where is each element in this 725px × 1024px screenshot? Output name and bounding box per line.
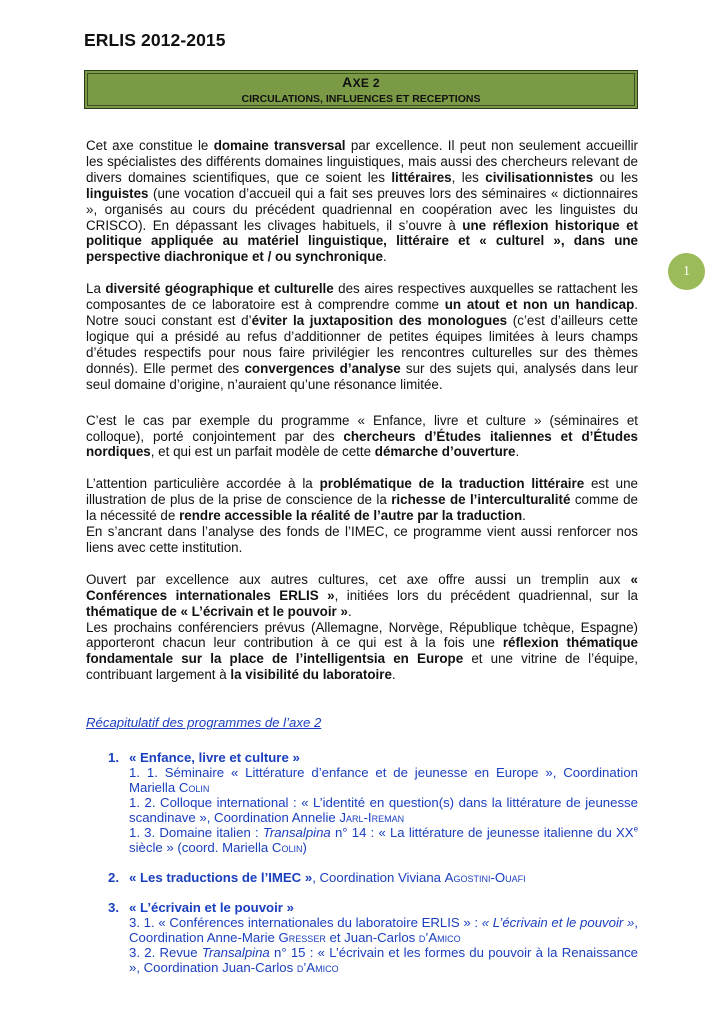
programme-subitem: 1. 2. Colloque international : « L’identité en question(s) dans la littérature de jeunesse scandinave », Coordination Annelie Jarl-Ireman [129, 795, 638, 826]
axe-title-rest: XE 2 [352, 76, 380, 90]
programme-list [86, 750, 638, 975]
paragraph-diversity: La diversité géographique et culturelle des aires respectives auxquelles se rattachent les composantes de ce laboratoire est à comprendre comme un atout et non un handicap. Notre souci constant est d’éviter la juxtaposition des monologues (c’est d’ailleurs cette logique qui a présidé au refus d’additionner de petites équipes limitées à leurs champs d’études respectifs pour nous faire privilégier les rencontres culturelles sur des thèmes donnés). Elle permet des convergences d’analyse sur des sujets qui, analysés dans leur seul domaine d’origine, n’auraient qu’une résonance limitée. [86, 281, 639, 392]
programme-item-2: 2. « Les traductions de l’IMEC », Coordination Viviana Agostini-Ouafi [108, 870, 526, 886]
programme-title: « L’écrivain et le pouvoir » [129, 900, 294, 916]
list-number: 3. [108, 900, 119, 916]
paragraph-imec: En s’ancrant dans l’analyse des fonds de l’IMEC, ce programme vient aussi renforcer nos liens avec cette institution. [86, 524, 638, 555]
programme-item-1 [86, 750, 638, 855]
programme-subitem: 1. 1. Séminaire « Littérature d’enfance et de jeunesse en Europe », Coordination Mariella Colin [129, 765, 638, 796]
paragraph-intro: Cet axe constitue le domaine transversal par excellence. Il peut non seulement accueillir les spécialistes des différents domaines linguistiques, mais aussi des chercheurs relevant de divers domaines scientifiques, que ce soient les littéraires, les civilisationnistes ou les linguistes (une vocation d’accueil qui a fait ses preuves lors des séminaires « dictionnaires », organisés au cours du précédent quadriennal en coopération avec les linguistes du CRISCO). En dépassant les clivages habituels, il s’ouvre à une réflexion historique et politique appliquée au matériel linguistique, littéraire et « culturel », dans une perspective diachronique et / ou synchronique. [86, 138, 639, 265]
programme-item-3 [86, 900, 638, 975]
paragraph-example-enfance: C’est le cas par exemple du programme « Enfance, livre et culture » (séminaires et colloque), porté conjointement par des chercheurs d’Études italiennes et d’Études nordiques, et qui est un parfait modèle de cette démarche d’ouverture. [86, 412, 638, 460]
paragraph-traduction: L’attention particulière accordée à la problématique de la traduction littéraire est une illustration de plus de la prise de conscience de la richesse de l’interculturalité comme de la nécessité de rendre accessible la réalité de l’autre par la traduction. [86, 476, 638, 524]
document-title: ERLIS 2012-2015 [84, 30, 226, 50]
programme-subitem: 1. 3. Domaine italien : Transalpina n° 14 : « La littérature de jeunesse italienne du XXe siècle » (coord. Mariella Colin) [129, 824, 639, 856]
programme-title: « Enfance, livre et culture » [129, 750, 300, 766]
paragraph-conferences: Ouvert par excellence aux autres cultures, cet axe offre aussi un tremplin aux « Conférences internationales ERLIS », initiées lors du précédent quadriennal, sur la thématique de « L’écrivain et le pouvoir ». [86, 571, 638, 619]
list-number: 2. [108, 870, 119, 886]
programme-subitem: 3. 1. « Conférences internationales du laboratoire ERLIS » : « L’écrivain et le pouvoir », Coordination Anne-Marie Gresser et Juan-Carlos d’Amico [129, 915, 638, 946]
list-number: 1. [108, 750, 119, 766]
recap-heading: Récapitulatif des programmes de l’axe 2 [86, 715, 322, 731]
axe-title-initial: A [342, 74, 353, 90]
document-body [86, 138, 638, 975]
paragraph-conferenciers: Les prochains conférenciers prévus (Allemagne, Norvège, République tchèque, Espagne) apporteront chacun leur contribution à ce qui est à la fois une réflexion thématique fondamentale sur la place de l’intelligentsia en Europe et une vitrine de l’équipe, contribuant largement à la visibilité du laboratoire. [86, 619, 639, 683]
programme-subitem: 3. 2. Revue Transalpina n° 15 : « L’écrivain et les formes du pouvoir à la Renaissance », Coordination Juan-Carlos d’Amico [129, 945, 638, 976]
axe-banner [84, 70, 638, 109]
axe-subtitle: CIRCULATIONS, INFLUENCES ET RECEPTIONS [241, 93, 481, 105]
page-number-badge: 1 [668, 253, 705, 290]
programme-title: « Les traductions de l’IMEC » [129, 870, 313, 886]
axe-banner-frame [87, 73, 635, 106]
